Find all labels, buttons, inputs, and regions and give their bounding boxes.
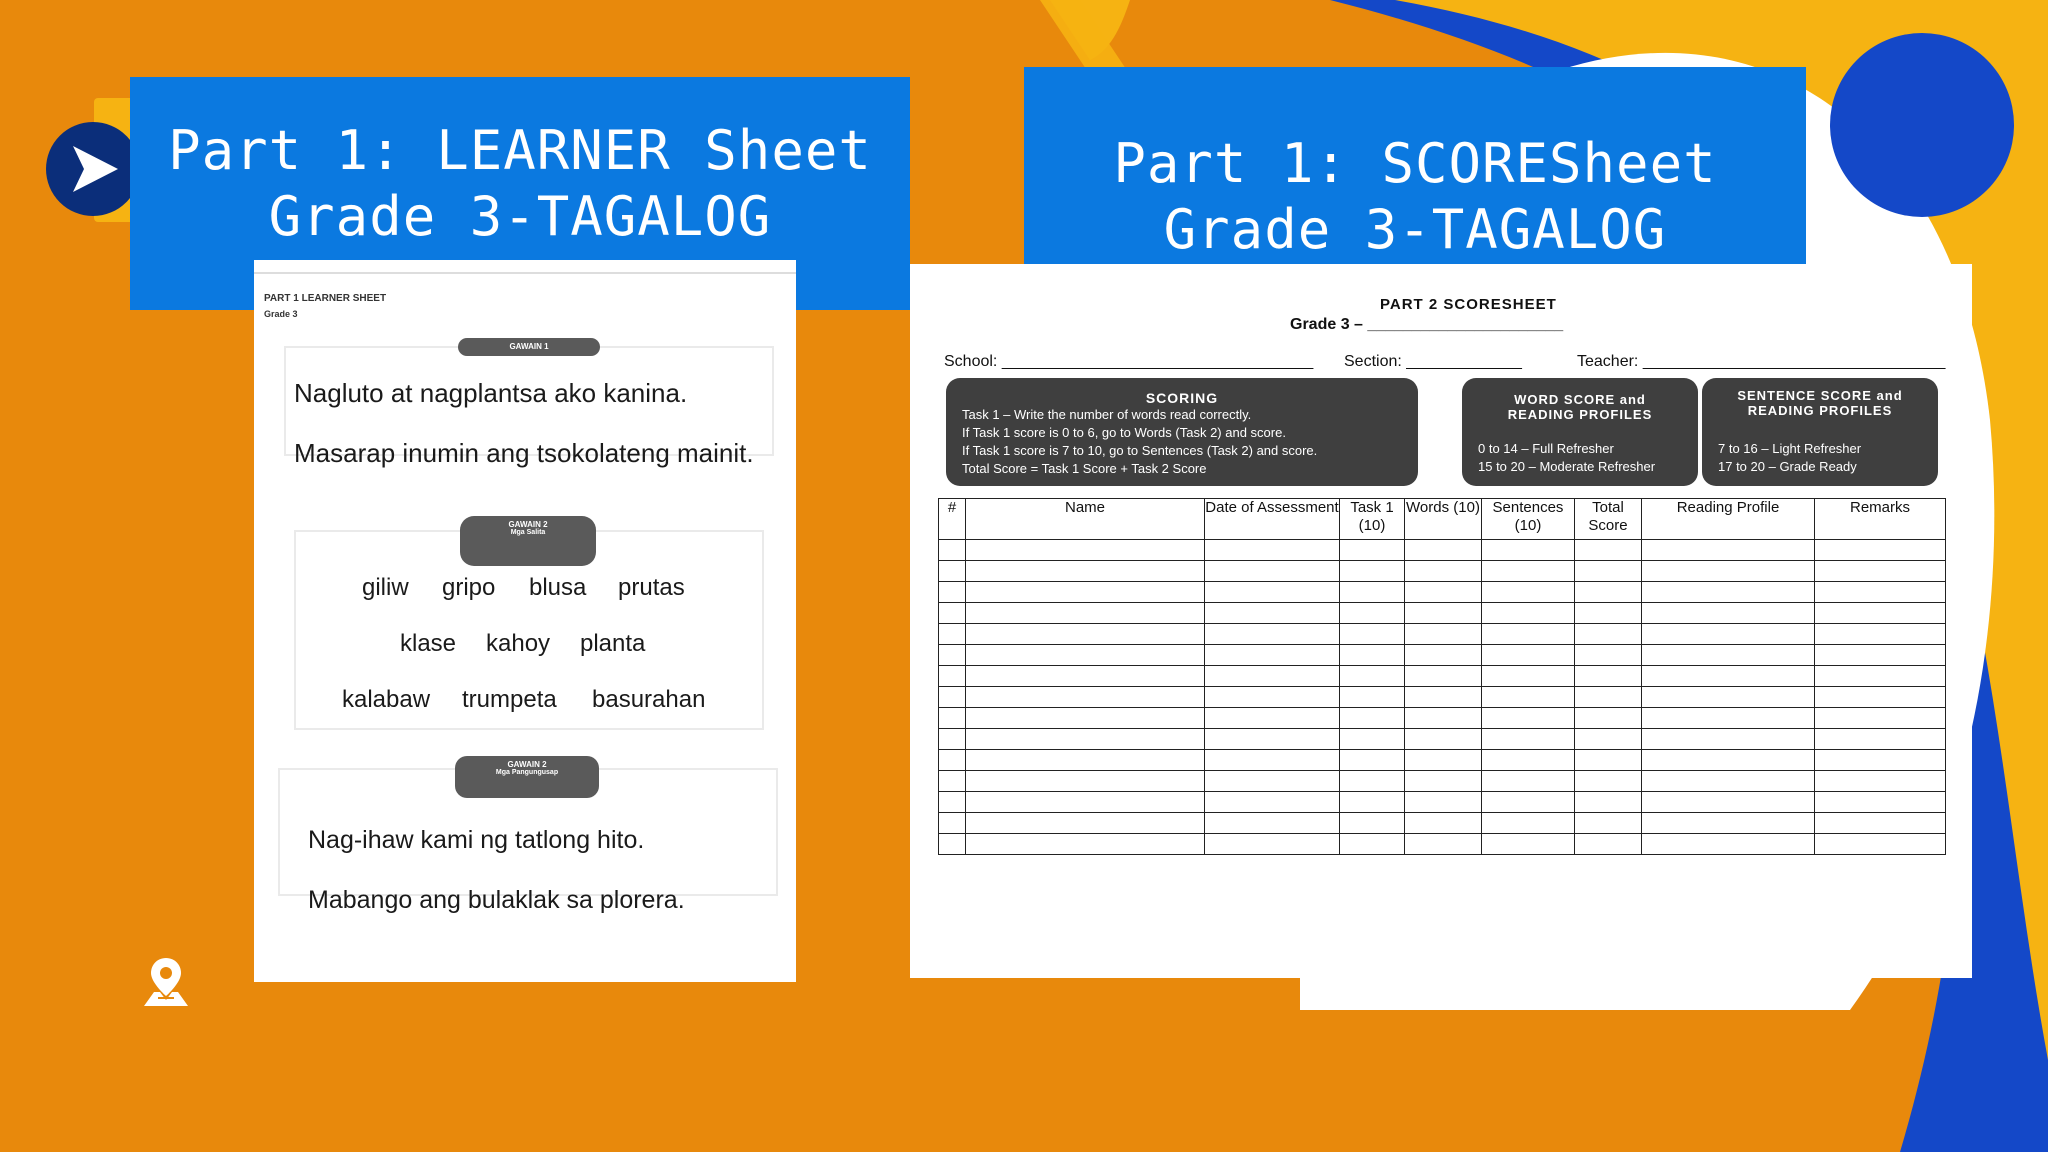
- table-cell[interactable]: [1340, 687, 1405, 708]
- table-cell[interactable]: [1205, 771, 1340, 792]
- table-cell[interactable]: [939, 561, 966, 582]
- table-cell[interactable]: [939, 729, 966, 750]
- table-cell[interactable]: [1575, 834, 1642, 855]
- table-cell[interactable]: [966, 645, 1205, 666]
- table-row: [939, 540, 1946, 561]
- word-kalabaw: kalabaw: [342, 686, 431, 713]
- table-cell[interactable]: [1205, 813, 1340, 834]
- table-cell[interactable]: [1205, 645, 1340, 666]
- table-cell[interactable]: [966, 729, 1205, 750]
- table-cell[interactable]: [1575, 666, 1642, 687]
- score-table: [938, 498, 1946, 855]
- table-cell[interactable]: [966, 603, 1205, 624]
- score-table-body: [939, 540, 1946, 855]
- table-cell[interactable]: [1205, 729, 1340, 750]
- table-cell[interactable]: [1482, 645, 1575, 666]
- table-cell[interactable]: [1575, 582, 1642, 603]
- sentence-profile-line: 7 to 16 – Light Refresher: [1718, 441, 1862, 456]
- table-cell[interactable]: [1642, 813, 1815, 834]
- table-cell[interactable]: [1482, 582, 1575, 603]
- table-cell[interactable]: [939, 582, 966, 603]
- table-cell[interactable]: [1482, 771, 1575, 792]
- play-arrow-icon: [46, 122, 140, 216]
- table-cell[interactable]: [1815, 687, 1946, 708]
- table-cell[interactable]: [1340, 540, 1405, 561]
- table-cell[interactable]: [1815, 645, 1946, 666]
- table-cell[interactable]: [1482, 834, 1575, 855]
- table-cell[interactable]: [1642, 708, 1815, 729]
- table-cell[interactable]: [1340, 645, 1405, 666]
- table-cell[interactable]: [966, 582, 1205, 603]
- sentence-profiles-box: [1702, 378, 1938, 486]
- scoring-line: Total Score = Task 1 Score + Task 2 Score: [962, 461, 1207, 476]
- table-cell[interactable]: [966, 834, 1205, 855]
- sentence-profile-line: 17 to 20 – Grade Ready: [1718, 459, 1857, 474]
- gawain1-sentence-2: Masarap inumin ang tsokolateng mainit.: [294, 438, 754, 468]
- table-cell[interactable]: [1575, 750, 1642, 771]
- table-cell[interactable]: [1205, 582, 1340, 603]
- table-row: [939, 624, 1946, 645]
- word-planta: planta: [580, 630, 646, 657]
- table-cell[interactable]: [1815, 771, 1946, 792]
- table-cell[interactable]: [966, 624, 1205, 645]
- table-cell[interactable]: [1340, 582, 1405, 603]
- table-cell[interactable]: [939, 687, 966, 708]
- table-cell[interactable]: [1575, 792, 1642, 813]
- table-cell[interactable]: [1205, 666, 1340, 687]
- table-cell[interactable]: [1340, 792, 1405, 813]
- table-cell[interactable]: [966, 561, 1205, 582]
- table-cell[interactable]: [1340, 561, 1405, 582]
- table-row: [939, 687, 1946, 708]
- table-cell[interactable]: [1642, 666, 1815, 687]
- table-cell[interactable]: [1205, 624, 1340, 645]
- table-cell[interactable]: [1482, 729, 1575, 750]
- table-cell[interactable]: [1405, 708, 1482, 729]
- table-cell[interactable]: [1205, 603, 1340, 624]
- sentence-profiles-title: SENTENCE SCORE and: [1737, 388, 1903, 403]
- scoring-line: If Task 1 score is 0 to 6, go to Words (Task 2) and score.: [962, 425, 1286, 440]
- table-cell[interactable]: [939, 834, 966, 855]
- col-sentences: Sentences (10): [1482, 499, 1575, 540]
- score-banner-subtitle: Grade 3-TAGALOG: [1163, 198, 1667, 261]
- table-cell[interactable]: [1482, 666, 1575, 687]
- word-profiles-title: WORD SCORE and: [1514, 392, 1646, 407]
- gawain3-sentence-2: Mabango ang bulaklak sa plorera.: [308, 886, 685, 914]
- table-cell[interactable]: [1405, 645, 1482, 666]
- scoring-box: [946, 378, 1418, 486]
- table-row: [939, 603, 1946, 624]
- table-cell[interactable]: [1575, 729, 1642, 750]
- learner-sheet-grade: Grade 3: [264, 309, 298, 319]
- table-cell[interactable]: [1405, 561, 1482, 582]
- table-cell[interactable]: [939, 603, 966, 624]
- table-cell[interactable]: [1642, 792, 1815, 813]
- table-cell[interactable]: [1642, 771, 1815, 792]
- table-cell[interactable]: [1575, 813, 1642, 834]
- table-cell[interactable]: [1642, 561, 1815, 582]
- table-cell[interactable]: [1405, 813, 1482, 834]
- col-reading-profile: Reading Profile: [1642, 499, 1815, 540]
- table-cell[interactable]: [1815, 666, 1946, 687]
- teacher-field: Teacher: __________________________________: [1577, 353, 1946, 370]
- table-cell[interactable]: [939, 708, 966, 729]
- table-cell[interactable]: [1205, 687, 1340, 708]
- gawain2-label: GAWAIN 2 Mga Salita: [460, 516, 596, 566]
- table-cell[interactable]: [1482, 687, 1575, 708]
- table-cell[interactable]: [1815, 603, 1946, 624]
- table-row: [939, 582, 1946, 603]
- table-cell[interactable]: [939, 666, 966, 687]
- word-giliw: giliw: [362, 574, 409, 601]
- table-cell[interactable]: [1482, 624, 1575, 645]
- scoresheet-grade: Grade 3 – ______________________: [1290, 316, 1564, 333]
- table-cell[interactable]: [1205, 561, 1340, 582]
- table-cell[interactable]: [966, 792, 1205, 813]
- table-cell[interactable]: [1482, 750, 1575, 771]
- word-kahoy: kahoy: [486, 630, 551, 657]
- table-cell[interactable]: [966, 771, 1205, 792]
- word-blusa: blusa: [529, 574, 587, 601]
- col-name: Name: [966, 499, 1205, 540]
- table-cell[interactable]: [966, 666, 1205, 687]
- table-cell[interactable]: [1642, 624, 1815, 645]
- word-prutas: prutas: [618, 574, 685, 601]
- table-cell[interactable]: [1405, 750, 1482, 771]
- table-cell[interactable]: [939, 813, 966, 834]
- table-cell[interactable]: [1405, 603, 1482, 624]
- school-field: School: ___________________________________: [944, 353, 1314, 370]
- table-cell[interactable]: [1205, 834, 1340, 855]
- table-cell[interactable]: [1575, 771, 1642, 792]
- table-cell[interactable]: [1482, 561, 1575, 582]
- word-profile-line: 15 to 20 – Moderate Refresher: [1478, 459, 1656, 474]
- score-sheet-banner: [1024, 67, 1806, 267]
- table-cell[interactable]: [1575, 708, 1642, 729]
- table-cell[interactable]: [1405, 729, 1482, 750]
- table-cell[interactable]: [1405, 582, 1482, 603]
- table-cell[interactable]: [1642, 750, 1815, 771]
- table-cell[interactable]: [1815, 792, 1946, 813]
- table-cell[interactable]: [1405, 624, 1482, 645]
- table-cell[interactable]: [1405, 771, 1482, 792]
- table-cell[interactable]: [966, 813, 1205, 834]
- table-row: [939, 666, 1946, 687]
- table-row: [939, 750, 1946, 771]
- table-cell[interactable]: [1642, 582, 1815, 603]
- table-cell[interactable]: [1340, 813, 1405, 834]
- table-cell[interactable]: [939, 624, 966, 645]
- table-cell[interactable]: [1405, 792, 1482, 813]
- table-cell[interactable]: [939, 771, 966, 792]
- table-row: [939, 729, 1946, 750]
- table-cell[interactable]: [966, 708, 1205, 729]
- col-task1: Task 1 (10): [1340, 499, 1405, 540]
- table-cell[interactable]: [1405, 687, 1482, 708]
- table-cell[interactable]: [1405, 540, 1482, 561]
- scoring-line: Task 1 – Write the number of words read correctly.: [962, 407, 1252, 422]
- col-date: Date of Assessment: [1205, 499, 1340, 540]
- table-cell[interactable]: [1575, 540, 1642, 561]
- table-cell[interactable]: [1815, 708, 1946, 729]
- word-profile-line: 0 to 14 – Full Refresher: [1478, 441, 1614, 456]
- table-cell[interactable]: [1205, 708, 1340, 729]
- table-cell[interactable]: [1340, 750, 1405, 771]
- table-cell[interactable]: [1405, 666, 1482, 687]
- table-cell[interactable]: [1482, 603, 1575, 624]
- score-banner-title: Part 1: SCORESheet: [1113, 132, 1717, 195]
- table-cell[interactable]: [1642, 687, 1815, 708]
- word-profiles-box: [1462, 378, 1698, 486]
- table-cell[interactable]: [1815, 729, 1946, 750]
- col-total: Total Score: [1575, 499, 1642, 540]
- sentence-profiles-subtitle: READING PROFILES: [1747, 403, 1893, 418]
- table-row: [939, 834, 1946, 855]
- table-cell[interactable]: [1340, 624, 1405, 645]
- table-cell[interactable]: [1340, 603, 1405, 624]
- table-cell[interactable]: [1815, 813, 1946, 834]
- table-cell[interactable]: [1340, 834, 1405, 855]
- word-profiles-subtitle: READING PROFILES: [1507, 407, 1653, 422]
- table-cell[interactable]: [1575, 624, 1642, 645]
- table-cell[interactable]: [1575, 645, 1642, 666]
- table-cell[interactable]: [1482, 540, 1575, 561]
- learner-banner-title: Part 1: LEARNER Sheet: [168, 119, 872, 182]
- table-cell[interactable]: [1205, 750, 1340, 771]
- table-cell[interactable]: [1815, 834, 1946, 855]
- word-basurahan: basurahan: [592, 686, 706, 713]
- table-row: [939, 645, 1946, 666]
- table-cell[interactable]: [1575, 603, 1642, 624]
- table-cell[interactable]: [1815, 540, 1946, 561]
- table-cell[interactable]: [1340, 729, 1405, 750]
- table-cell[interactable]: [939, 540, 966, 561]
- table-row: [939, 813, 1946, 834]
- gawain1-sentence-1: Nagluto at nagplantsa ako kanina.: [294, 378, 688, 408]
- table-row: [939, 561, 1946, 582]
- table-cell[interactable]: [1482, 792, 1575, 813]
- learner-sheet-header: PART 1 LEARNER SHEET: [264, 293, 387, 304]
- table-cell[interactable]: [1205, 540, 1340, 561]
- table-cell[interactable]: [1405, 834, 1482, 855]
- table-cell[interactable]: [939, 750, 966, 771]
- table-cell[interactable]: [1642, 645, 1815, 666]
- table-cell[interactable]: [1642, 540, 1815, 561]
- word-gripo: gripo: [442, 574, 496, 601]
- table-cell[interactable]: [1575, 687, 1642, 708]
- scoresheet-title: PART 2 SCORESHEET: [1380, 296, 1557, 313]
- table-cell[interactable]: [1815, 582, 1946, 603]
- table-cell[interactable]: [1482, 813, 1575, 834]
- table-cell[interactable]: [1642, 834, 1815, 855]
- col-words: Words (10): [1405, 499, 1482, 540]
- table-row: [939, 792, 1946, 813]
- learner-sheet-image: [254, 260, 796, 982]
- learner-banner-subtitle: Grade 3-TAGALOG: [268, 185, 772, 248]
- gawain1-label: GAWAIN 1: [458, 338, 600, 356]
- section-field: Section: _____________: [1344, 353, 1522, 370]
- table-cell[interactable]: [1205, 792, 1340, 813]
- word-klase: klase: [400, 630, 457, 657]
- table-row: [939, 771, 1946, 792]
- sheet-top-rule: [254, 272, 796, 274]
- table-cell[interactable]: [966, 687, 1205, 708]
- word-trumpeta: trumpeta: [462, 686, 557, 713]
- gawain3-sentence-1: Nag-ihaw kami ng tatlong hito.: [308, 826, 645, 854]
- table-cell[interactable]: [1340, 771, 1405, 792]
- col-number: #: [939, 499, 966, 540]
- table-cell[interactable]: [1815, 561, 1946, 582]
- table-cell[interactable]: [939, 792, 966, 813]
- table-cell[interactable]: [1340, 666, 1405, 687]
- table-cell[interactable]: [1642, 603, 1815, 624]
- table-cell[interactable]: [1482, 708, 1575, 729]
- scoring-title: SCORING: [1145, 390, 1219, 406]
- map-pin-icon[interactable]: [138, 954, 194, 1010]
- table-cell[interactable]: [966, 540, 1205, 561]
- table-cell[interactable]: [966, 750, 1205, 771]
- table-row: [939, 708, 1946, 729]
- table-cell[interactable]: [1815, 624, 1946, 645]
- table-cell[interactable]: [939, 645, 966, 666]
- scoring-line: If Task 1 score is 7 to 10, go to Sentences (Task 2) and score.: [962, 443, 1318, 458]
- score-table-header: [939, 499, 1946, 540]
- col-remarks: Remarks: [1815, 499, 1946, 540]
- table-cell[interactable]: [1340, 708, 1405, 729]
- gawain3-label: GAWAIN 2 Mga Pangungusap: [455, 756, 599, 798]
- table-cell[interactable]: [1575, 561, 1642, 582]
- table-cell[interactable]: [1642, 729, 1815, 750]
- table-cell[interactable]: [1815, 750, 1946, 771]
